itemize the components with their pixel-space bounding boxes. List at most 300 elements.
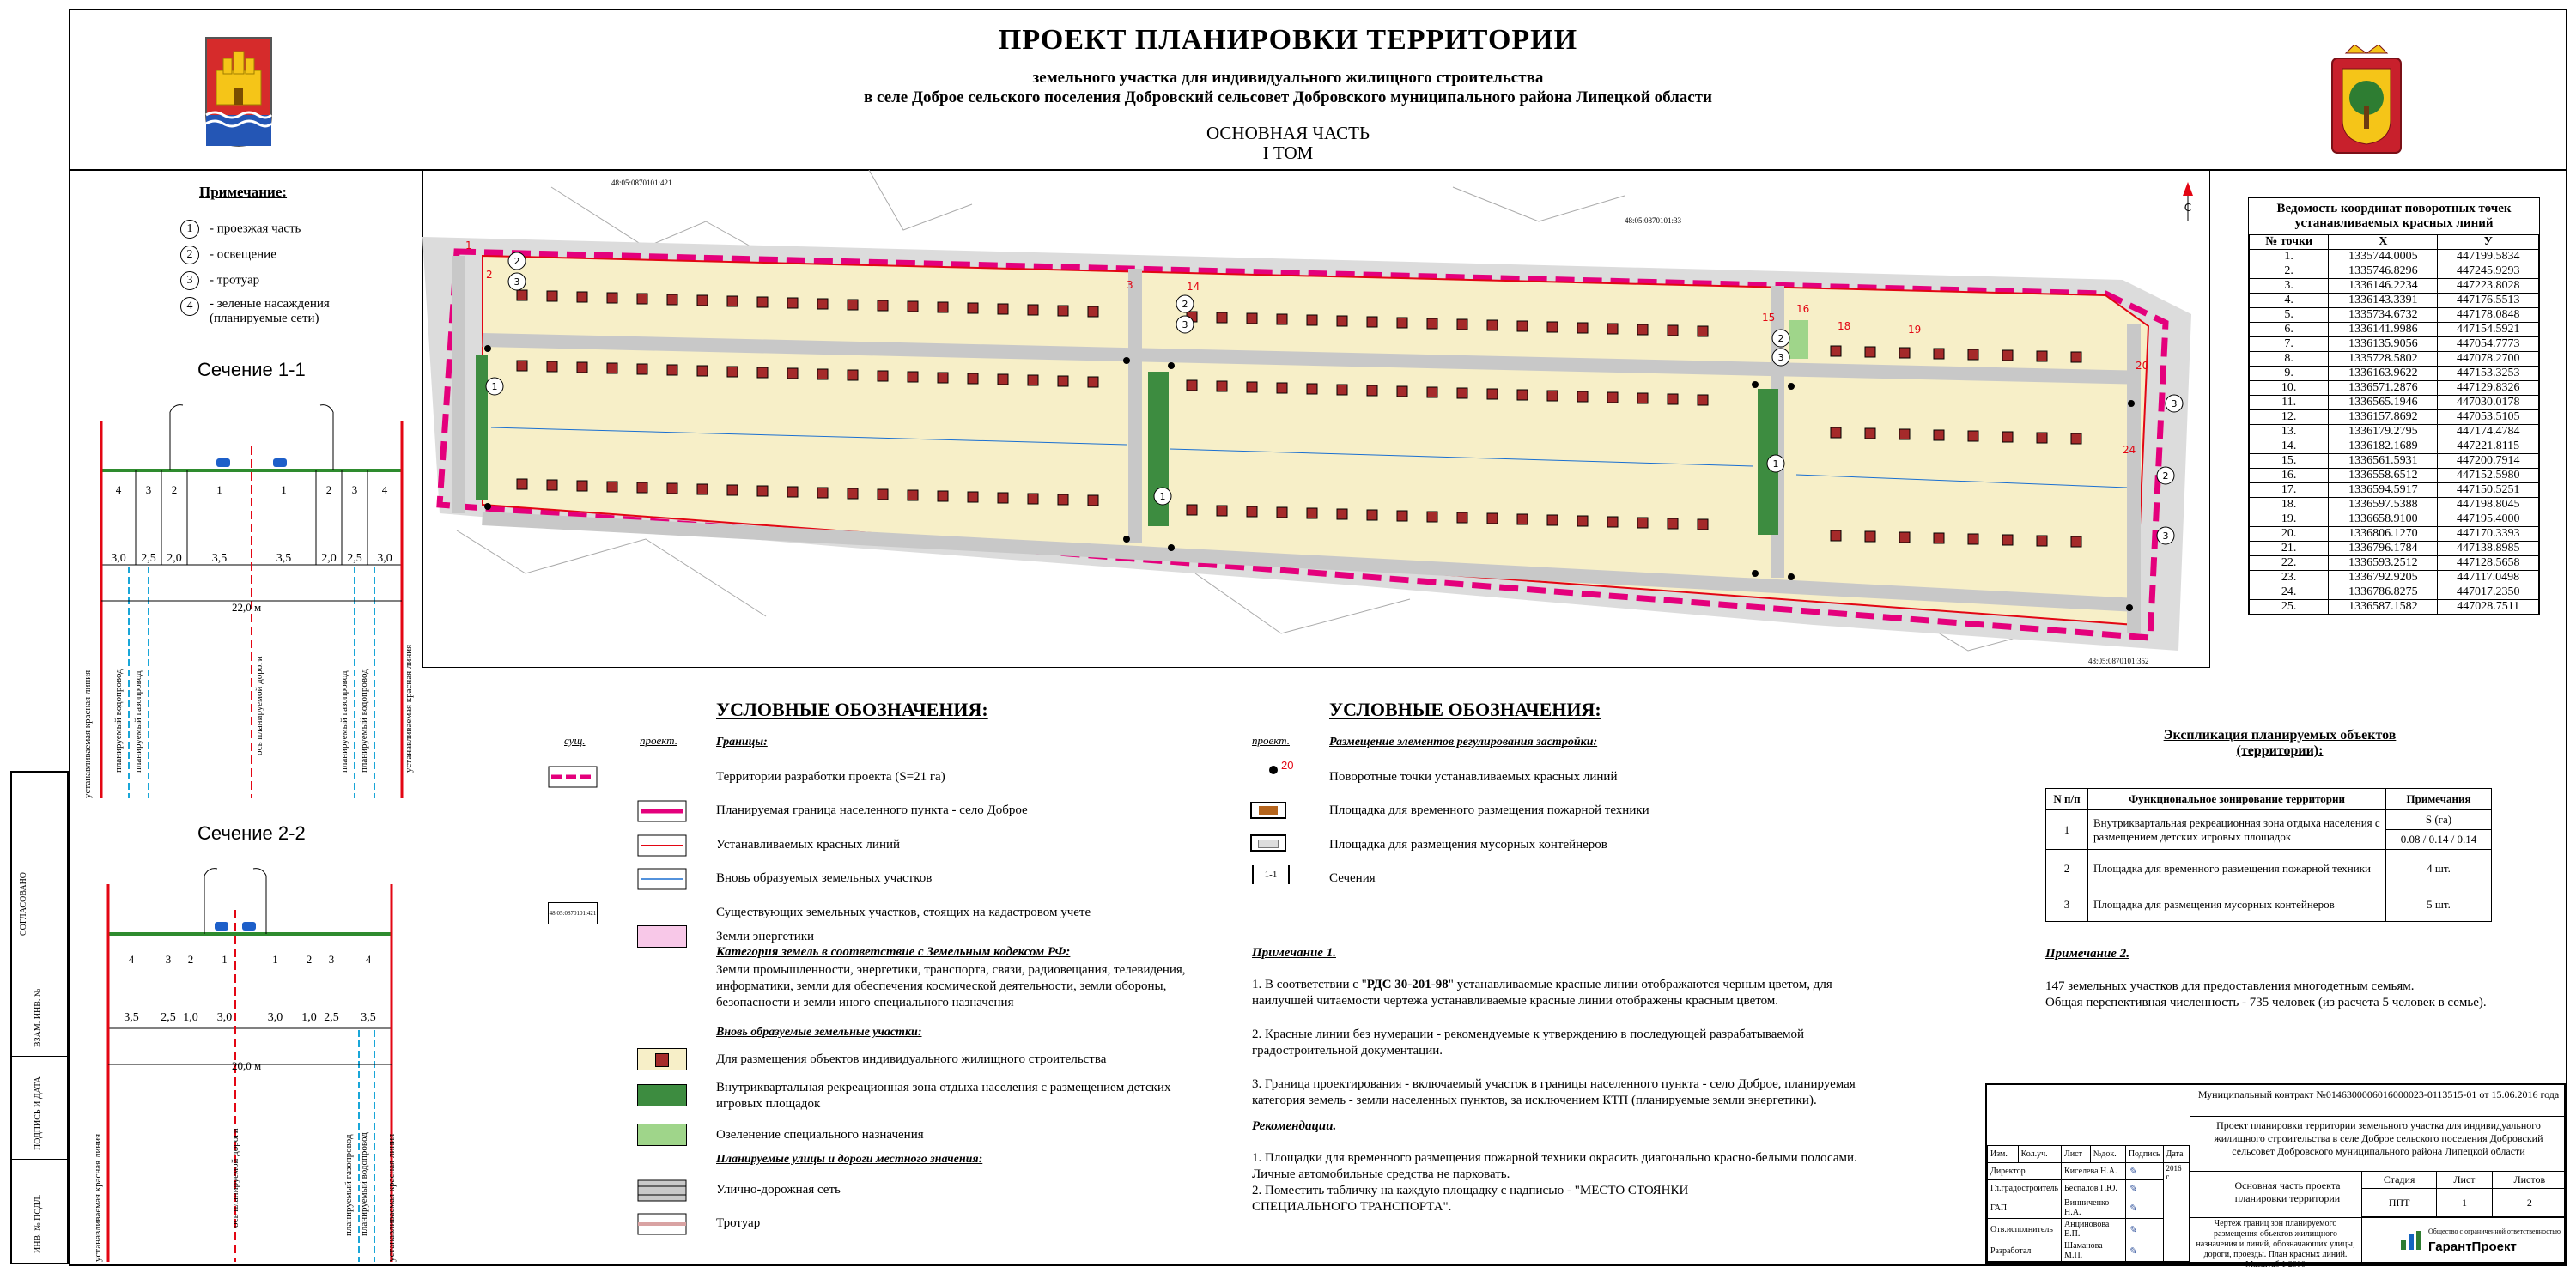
note1-paragraph-2: 2. Красные линии без нумерации - рекомендуемые к утверждению в последующей разрабатываемой градостроительной документации.	[1252, 1027, 1805, 1058]
section-code: 2	[187, 953, 194, 966]
point-number: 18	[1838, 320, 1851, 332]
table-cell: 2	[2046, 850, 2088, 888]
table-cell: 447017.2350	[2438, 585, 2539, 600]
note2-p2: Общая перспективная численность - 735 человек (из расчета 5 человек в семье).	[2045, 996, 2487, 1009]
subtitle-1: земельного участка для индивидуального жилищного строительства	[1032, 69, 1544, 87]
table-cell: 447117.0498	[2438, 571, 2539, 585]
table-cell: 1	[2046, 810, 2088, 850]
table-cell: 23.	[2250, 571, 2329, 585]
table-cell: 18.	[2250, 498, 2329, 512]
table-row	[2250, 542, 2539, 556]
section-1-label: планируемый водопровод	[359, 669, 369, 773]
table-cell: 447199.5834	[2438, 250, 2539, 264]
section-width: 3,0	[216, 1011, 233, 1024]
company-small: Общество с ограниченной ответственностью	[2428, 1228, 2561, 1235]
swatch-village-boundary	[637, 800, 687, 822]
table-cell: 13.	[2250, 425, 2329, 439]
svg-text:1: 1	[1159, 491, 1166, 502]
table-row	[2250, 600, 2539, 615]
table-cell: 1.	[2250, 250, 2329, 264]
explication-header: Примечания	[2386, 789, 2492, 810]
stamp-role: Отв.исполнитель	[1988, 1219, 2062, 1240]
table-cell: 1336597.5388	[2329, 498, 2438, 512]
table-cell: 447200.7914	[2438, 454, 2539, 469]
stamp-person: Беспалов Г.Ю.	[2062, 1180, 2126, 1197]
section-1-label: ось планируемой дороги	[254, 656, 264, 755]
swatch-red-lines	[637, 834, 687, 857]
stamp-project: Проект планировки территории земельного участка для индивидуального жилищного строительства в селе Доброе сельского поселения Добровский сельсовет Добровского муниципального района Липецкой области	[2214, 1119, 2543, 1157]
table-cell: 447129.8326	[2438, 381, 2539, 396]
section-width: 2,5	[324, 1011, 339, 1024]
legend-2-title: УСЛОВНЫЕ ОБОЗНАЧЕНИЯ:	[1329, 699, 1601, 720]
table-row	[2250, 381, 2539, 396]
note-item	[180, 246, 386, 264]
table-cell: 447221.8115	[2438, 439, 2539, 454]
point-number: 1	[465, 239, 472, 252]
table-cell: 3.	[2250, 279, 2329, 294]
table-cell: 20.	[2250, 527, 2329, 542]
legend2-col-project: проект.	[1252, 734, 1290, 747]
table-cell: 12.	[2250, 410, 2329, 425]
section-width: 2,0	[321, 552, 337, 565]
table-cell: 1336786.8275	[2329, 585, 2438, 600]
table-row	[2250, 308, 2539, 323]
note-item	[180, 271, 386, 290]
table-cell: 8.	[2250, 352, 2329, 367]
section-1-title: Сечение 1-1	[197, 359, 306, 380]
svg-text:3: 3	[513, 276, 520, 288]
table-cell: 6.	[2250, 323, 2329, 337]
section-2-total: 20,0 м	[232, 1059, 262, 1072]
svg-text:1: 1	[1772, 458, 1779, 470]
table-cell: 9.	[2250, 367, 2329, 381]
stamp-part: Основная часть проекта планировки территории	[2234, 1179, 2341, 1204]
table-cell: 447195.4000	[2438, 512, 2539, 527]
legend-text: Вновь образуемых земельных участков	[716, 871, 933, 885]
point-number: 16	[1796, 303, 1810, 315]
table-cell: Внутриквартальная рекреационная зона отдыха населения с размещением детских игровых площадок	[2088, 810, 2386, 850]
table-cell: 5 шт.	[2386, 888, 2492, 922]
table-cell: 1336658.9100	[2329, 512, 2438, 527]
table-cell: 3	[2046, 888, 2088, 922]
legend-text: Существующих земельных участков, стоящих на кадастровом учете	[716, 906, 1091, 919]
stamp-person: Киселева Н.А.	[2062, 1163, 2126, 1180]
notes-title: Примечание:	[199, 184, 288, 200]
section-1-widths	[101, 552, 402, 566]
swatch-sidewalk	[637, 1213, 687, 1235]
stamp-person: Шаманова М.П.	[2062, 1240, 2126, 1262]
explication-table	[2045, 788, 2492, 922]
note1-paragraph-1	[1252, 977, 1887, 1009]
stamp-contract: Муниципальный контракт №0146300006016000023-0113515-01 от 15.06.2016 года	[2197, 1088, 2560, 1100]
note1-p1-pre: 1. В соответствии с "	[1252, 978, 1367, 991]
coords-header: У	[2438, 235, 2539, 250]
explication-title: Экспликация планируемых объектов (территории):	[2163, 728, 2397, 758]
stamp-label: ПОДПИСЬ И ДАТА	[33, 1076, 43, 1150]
section-code: 1	[216, 483, 222, 496]
section-code: 2	[171, 483, 178, 496]
table-row	[2250, 337, 2539, 352]
legend-category-title: Категория земель в соответствие с Земельным кодексом РФ:	[716, 945, 1071, 959]
table-cell: 447174.4784	[2438, 425, 2539, 439]
stamp-label: ИНВ. № ПОДЛ.	[33, 1194, 43, 1253]
legend-text: Внутриквартальная рекреационная зона отдыха населения с размещением детских игровых площадок	[716, 1081, 1171, 1111]
swatch-waste-area	[1250, 834, 1286, 852]
table-row	[2250, 250, 2539, 264]
stage-value: 2	[2492, 1189, 2567, 1217]
section-code: 1	[222, 953, 228, 966]
signature-icon: ✎	[2125, 1163, 2163, 1180]
legend2-text: Площадка для размещения мусорных контейнеров	[1329, 838, 1607, 852]
section-width: 3,5	[124, 1011, 139, 1024]
stamp-person: Винниченко Н.А.	[2062, 1197, 2126, 1219]
table-row	[2250, 469, 2539, 483]
table-cell: 1336571.2876	[2329, 381, 2438, 396]
stamp-col: Дата	[2163, 1146, 2189, 1163]
section-width: 2,5	[347, 552, 362, 565]
table-cell: 447170.3393	[2438, 527, 2539, 542]
table-cell: 447028.7511	[2438, 600, 2539, 615]
table-cell: 1335744.0005	[2329, 250, 2438, 264]
stage-table	[2361, 1171, 2567, 1217]
table-row	[2250, 410, 2539, 425]
legend-group-streets: Планируемые улицы и дороги местного значения:	[716, 1153, 983, 1166]
table-cell: 2.	[2250, 264, 2329, 279]
table-cell: 25.	[2250, 600, 2329, 615]
section-width: 3,5	[361, 1011, 376, 1024]
section-1-total: 22,0 м	[232, 601, 262, 614]
legend-text: Тротуар	[716, 1216, 761, 1230]
cadastral-label: 48:05:0870101:352	[2088, 657, 2149, 665]
swatch-streets	[637, 1179, 687, 1202]
section-code: 3	[328, 953, 335, 966]
table-cell: 1336135.9056	[2329, 337, 2438, 352]
stamp-col: Лист	[2062, 1146, 2091, 1163]
table-row	[2250, 527, 2539, 542]
note-num: 1	[180, 220, 199, 239]
swatch-project-territory	[548, 766, 598, 788]
section-1-label: планируемый газопровод	[339, 670, 349, 773]
stamp-label: СОГЛАСОВАНО	[19, 871, 28, 936]
table-cell: 447176.5513	[2438, 294, 2539, 308]
point-number: 3	[1127, 279, 1133, 291]
note1-p1-post: " устанавливаемые красные линии отображаются черным цветом, для наилучшей читаемости чертежа устанавливаемые красные линии отображены красным цветом.	[1252, 978, 1832, 1008]
table-cell: 447150.5251	[2438, 483, 2539, 498]
recommendation-1: 1. Площадки для временного размещения пожарной техники окрасить диагонально красно-белыми полосами. Личные автомобильные средства не парковать.	[1252, 1151, 1857, 1181]
table-row	[2250, 556, 2539, 571]
point-number: 24	[2123, 444, 2136, 456]
table-cell: 22.	[2250, 556, 2329, 571]
section-1-label: планируемый водопровод	[113, 669, 124, 773]
table-cell: 447054.7773	[2438, 337, 2539, 352]
section-2-title: Сечение 2-2	[197, 822, 306, 844]
legend-1-title: УСЛОВНЫЕ ОБОЗНАЧЕНИЯ:	[716, 699, 988, 720]
table-cell: 447153.3253	[2438, 367, 2539, 381]
stamp-label: ВЗАМ. ИНВ. №	[33, 988, 43, 1047]
table-cell: 21.	[2250, 542, 2329, 556]
legend-text: Улично-дорожная сеть	[716, 1183, 841, 1197]
company-name: ГарантПроект	[2428, 1240, 2517, 1254]
table-cell: 24.	[2250, 585, 2329, 600]
section-code: 1	[281, 483, 287, 496]
legend-text: Озеленение специального назначения	[716, 1128, 924, 1142]
legend-text: Территории разработки проекта (S=21 га)	[716, 770, 945, 784]
svg-text:2: 2	[1777, 333, 1784, 344]
notes-left	[129, 184, 386, 333]
stamp-year: 2016 г.	[2163, 1163, 2189, 1262]
table-row	[2046, 810, 2492, 850]
section-code: 4	[365, 953, 372, 966]
table-cell: 15.	[2250, 454, 2329, 469]
volume-label: I ТОМ	[1262, 142, 1314, 163]
section-1-label: устанавливаемая красная линия	[82, 670, 93, 798]
stage-value: ППТ	[2362, 1189, 2437, 1217]
table-cell: 447053.5105	[2438, 410, 2539, 425]
note-num: 2	[180, 246, 199, 264]
point-number: 2	[486, 269, 493, 281]
section-code: 2	[306, 953, 313, 966]
legend-group-bounds: Границы:	[716, 736, 768, 749]
table-cell: 447138.8985	[2438, 542, 2539, 556]
swatch-fire-area	[1250, 802, 1286, 819]
section-width: 3,5	[276, 552, 292, 565]
page-title: ПРОЕКТ ПЛАНИРОВКИ ТЕРРИТОРИИ	[998, 24, 1578, 56]
coords-panel	[2248, 197, 2540, 615]
cadastral-label: 48:05:0870101:33	[1625, 216, 1682, 225]
table-row	[2046, 888, 2492, 922]
legend-text: Для размещения объектов индивидуального жилищного строительства	[716, 1052, 1107, 1066]
stamp-col: Кол.уч.	[2018, 1146, 2061, 1163]
stamp-role: Разработал	[1988, 1240, 2062, 1262]
table-cell: 1336587.1582	[2329, 600, 2438, 615]
section-code: 4	[128, 953, 135, 966]
note-text: - тротуар	[210, 273, 260, 288]
table-row	[2250, 367, 2539, 381]
table-cell: 1336594.5917	[2329, 483, 2438, 498]
table-cell: 447128.5658	[2438, 556, 2539, 571]
swatch-recreation	[637, 1084, 687, 1106]
section-code: 3	[165, 953, 172, 966]
swatch-cadastral: 48:05:0870101:421	[548, 902, 598, 924]
section-code: 1	[272, 953, 278, 966]
table-row	[2250, 483, 2539, 498]
point-number: 15	[1762, 312, 1776, 324]
table-row	[2250, 323, 2539, 337]
coords-table	[2249, 234, 2539, 615]
note-item	[180, 220, 386, 239]
planning-map	[422, 170, 2210, 668]
section-code: 2	[325, 483, 332, 496]
table-row	[2046, 850, 2492, 888]
section-2-label: устанавливаемая красная линия	[386, 1133, 397, 1262]
section-2-label: планируемый газопровод	[343, 1134, 354, 1236]
note2-p1: 147 земельных участков для предоставления многодетным семьям.	[2045, 979, 2415, 993]
legend-group-new: Вновь образуемые земельные участки:	[716, 1026, 922, 1039]
point-number: 14	[1187, 281, 1200, 293]
section-width: 3,5	[211, 552, 228, 565]
table-cell: 7.	[2250, 337, 2329, 352]
svg-text:3: 3	[1182, 319, 1188, 330]
table-cell: 447152.5980	[2438, 469, 2539, 483]
signature-icon: ✎	[2125, 1197, 2163, 1219]
section-2-codes	[108, 953, 392, 967]
table-row	[2250, 294, 2539, 308]
table-cell: 447245.9293	[2438, 264, 2539, 279]
coords-header: X	[2329, 235, 2438, 250]
table-row	[2250, 571, 2539, 585]
table-cell: 14.	[2250, 439, 2329, 454]
section-1-label: планируемый газопровод	[133, 670, 143, 773]
section-symbol: 1-1	[1252, 865, 1290, 884]
point-number: 19	[1908, 324, 1922, 336]
table-cell: 4 шт.	[2386, 850, 2492, 888]
swatch-residential	[637, 1048, 687, 1070]
table-cell: 17.	[2250, 483, 2329, 498]
section-2-label: устанавливаемая красная линия	[93, 1133, 103, 1262]
stamp-col: №док.	[2090, 1146, 2125, 1163]
table-cell: 447078.2700	[2438, 352, 2539, 367]
signature-icon: ✎	[2125, 1219, 2163, 1240]
note1-title: Примечание 1.	[1252, 946, 1336, 960]
note-text: - зеленые насаждения (планируемые сети)	[210, 297, 330, 325]
note1-paragraph-3: 3. Граница проектирования - включаемый участок в границы населенного пункта - село Доброе, планируемая категория земель - земли населенных пунктов, за исключением КТП (планируемые земли энергетики).	[1252, 1077, 1856, 1107]
table-row	[2250, 352, 2539, 367]
legend2-group: Размещение элементов регулирования застройки:	[1329, 736, 1598, 749]
table-cell: 4.	[2250, 294, 2329, 308]
stage-header: Листов	[2492, 1172, 2567, 1189]
table-cell: Площадка для размещения мусорных контейнеров	[2088, 888, 2386, 922]
legend2-text: Сечения	[1329, 871, 1376, 885]
table-cell: S (га)	[2386, 810, 2491, 830]
legend-text: Устанавливаемых красных линий	[716, 838, 901, 852]
legend-col-project: проект.	[640, 734, 677, 747]
table-cell: 1336806.1270	[2329, 527, 2438, 542]
stage-value: 1	[2437, 1189, 2492, 1217]
table-row	[2250, 279, 2539, 294]
section-width: 1,0	[183, 1011, 198, 1024]
table-cell: Площадка для временного размещения пожарной техники	[2088, 850, 2386, 888]
signature-icon: ✎	[2125, 1180, 2163, 1197]
recommendations-title: Рекомендации.	[1252, 1119, 1337, 1133]
legend-category-text: Земли промышленности, энергетики, транспорта, связи, радиовещания, телевидения, информатики, земли для обеспечения космической деятельности, земли обороны, безопасности и земли иного специального назначения	[716, 963, 1186, 1009]
section-width: 1,0	[301, 1011, 317, 1024]
legend-col-existing: сущ.	[564, 734, 586, 747]
table-row	[2250, 396, 2539, 410]
table-cell: 1336792.9205	[2329, 571, 2438, 585]
stage-header: Лист	[2437, 1172, 2492, 1189]
note-num: 4	[180, 297, 199, 316]
subtitle-2: в селе Доброе сельского поселения Добровский сельсовет Добровского муниципального района Липецкой области	[864, 88, 1712, 106]
table-cell: 11.	[2250, 396, 2329, 410]
explication-header: Функциональное зонирование территории	[2088, 789, 2386, 810]
table-cell: 1336179.2795	[2329, 425, 2438, 439]
stamp-role: ГАП	[1988, 1197, 2062, 1219]
table-cell: 1336561.5931	[2329, 454, 2438, 469]
stamp-role: Гл.градостроитель	[1988, 1180, 2062, 1197]
section-code: 3	[351, 483, 358, 496]
section-width: 3,0	[377, 552, 392, 565]
section-2-widths	[108, 1011, 392, 1025]
svg-text:1: 1	[491, 381, 498, 392]
stamp-role: Директор	[1988, 1163, 2062, 1180]
table-cell: 0.08 / 0.14 / 0.14	[2400, 833, 2477, 846]
table-cell: 1336143.3391	[2329, 294, 2438, 308]
table-cell: 1336141.9986	[2329, 323, 2438, 337]
note-text: - проезжая часть	[210, 221, 301, 236]
svg-text:2: 2	[1182, 299, 1188, 310]
stamp-signatures	[1987, 1085, 2190, 1264]
recommendation-2: 2. Поместить табличку на каждую площадку с надписью - "МЕСТО СТОЯНКИ СПЕЦИАЛЬНОГО ТРАНСПОРТА".	[1252, 1184, 1689, 1214]
table-cell: 16.	[2250, 469, 2329, 483]
swatch-energy	[637, 925, 687, 948]
stamp-sheet-desc: Чертеж границ зон планируемого размещения объектов жилищного назначения и линий, обозначающих улицы, дороги, проезды. План красных линий. Масштаб 1:2000	[2196, 1219, 2355, 1270]
table-row	[2250, 439, 2539, 454]
stamp-person: Анциновова Е.П.	[2062, 1219, 2126, 1240]
swatch-new-parcels	[637, 868, 687, 890]
table-row	[2250, 498, 2539, 512]
table-cell: 1336163.9622	[2329, 367, 2438, 381]
section-width: 2,5	[161, 1011, 176, 1024]
turning-point-dot	[1269, 766, 1278, 774]
table-cell: 1336182.1689	[2329, 439, 2438, 454]
title-stamp	[1985, 1083, 2566, 1270]
section-code: 4	[115, 483, 122, 496]
table-cell: 1336146.2234	[2329, 279, 2438, 294]
svg-text:3: 3	[1777, 352, 1784, 363]
table-cell: 1336796.1784	[2329, 542, 2438, 556]
side-approval-stamp	[10, 771, 69, 1264]
svg-text:3: 3	[2162, 530, 2169, 542]
coords-header: № точки	[2250, 235, 2329, 250]
section-width: 2,0	[167, 552, 182, 565]
table-cell: 1336558.6512	[2329, 469, 2438, 483]
stage-header: Стадия	[2362, 1172, 2437, 1189]
svg-text:С: С	[2184, 202, 2192, 214]
stamp-col: Изм.	[1988, 1146, 2019, 1163]
svg-text:2: 2	[513, 256, 520, 267]
legend-text: Планируемая граница населенного пункта - село Доброе	[716, 803, 1028, 817]
svg-text:3: 3	[2171, 398, 2178, 409]
section-2-label: планируемый водопровод	[359, 1132, 369, 1236]
section-code: 3	[145, 483, 152, 496]
legend-text: Земли энергетики	[716, 930, 815, 943]
note-num: 3	[180, 271, 199, 290]
table-row	[2250, 425, 2539, 439]
note-text: - освещение	[210, 247, 276, 262]
section-width: 3,0	[111, 552, 126, 565]
section-width: 2,5	[141, 552, 156, 565]
stamp-col: Подпись	[2125, 1146, 2163, 1163]
section-code: 4	[381, 483, 388, 496]
table-cell: 1336157.8692	[2329, 410, 2438, 425]
table-cell: 1335746.8296	[2329, 264, 2438, 279]
note1-p1-bold: РДС 30-201-98	[1366, 978, 1449, 991]
legend2-text: Поворотные точки устанавливаемых красных линий	[1329, 770, 1618, 784]
note-item	[180, 297, 386, 326]
table-cell: 1336593.2512	[2329, 556, 2438, 571]
section-width: 3,0	[267, 1011, 283, 1024]
section-2-label: ось планируемой дороги	[230, 1128, 240, 1228]
signature-icon: ✎	[2125, 1240, 2163, 1262]
table-cell: 447030.0178	[2438, 396, 2539, 410]
coords-title: Ведомость координат поворотных точек устанавливаемых красных линий	[2276, 202, 2512, 230]
legend2-text: Площадка для временного размещения пожарной техники	[1329, 803, 1649, 817]
table-row	[2250, 454, 2539, 469]
swatch-greenery	[637, 1124, 687, 1146]
table-cell: 447154.5921	[2438, 323, 2539, 337]
table-cell: 447178.0848	[2438, 308, 2539, 323]
table-cell: 1335734.6732	[2329, 308, 2438, 323]
